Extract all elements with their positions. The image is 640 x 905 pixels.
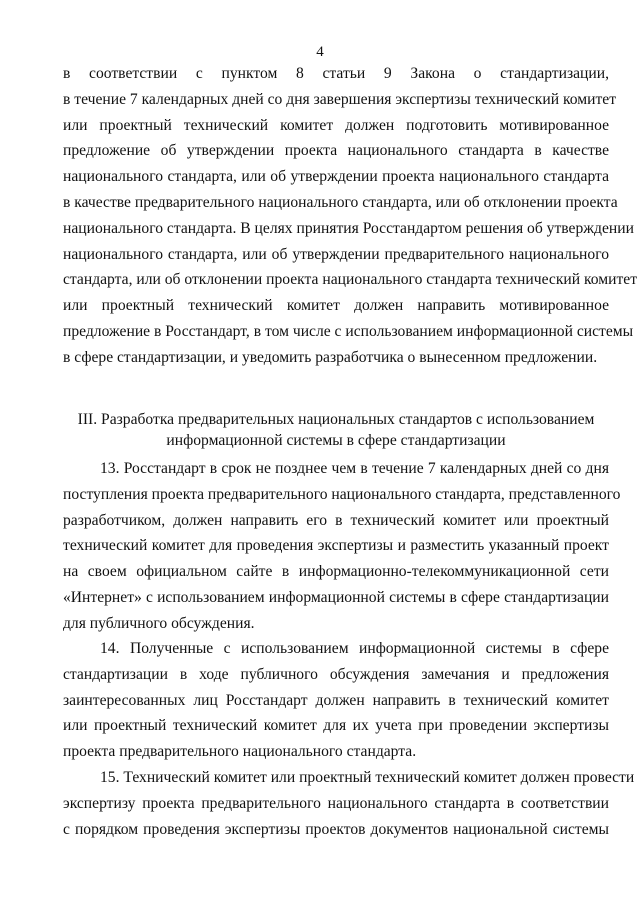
text-line: предложение в Росстандарт, в том числе с использованием информационной системы <box>63 322 634 340</box>
heading-line: информационной системы в сфере стандартизации <box>166 432 506 449</box>
text-line: для публичного обсуждения. <box>63 614 255 632</box>
text-line: экспертизу проекта предварительного национального стандарта в соответствии <box>63 794 609 812</box>
paragraph-14 <box>63 636 609 765</box>
text-line: 14. Полученные с использованием информационной системы в сфере <box>100 640 609 657</box>
section-heading <box>63 409 609 451</box>
text-line: или проектный технический комитет должен направить мотивированное <box>63 297 609 315</box>
paragraph-continuation <box>63 61 638 371</box>
page-number: 4 <box>316 44 324 60</box>
text-line: с порядком проведения экспертизы проектов документов национальной системы <box>63 820 609 838</box>
text-line: проекта предварительного национального стандарта. <box>63 743 417 761</box>
text-line: национального стандарта. В целях принятия Росстандартом решения об утверждении <box>63 219 634 237</box>
text-line: или проектный технический комитет должен подготовить мотивированное <box>63 116 609 134</box>
paragraph-15 <box>63 765 635 842</box>
text-line: или проектный технический комитет для их учета при проведении экспертизы <box>63 717 609 735</box>
text-line: в качестве предварительного национального стандарта, или об отклонении проекта <box>63 193 618 211</box>
text-line: заинтересованных лиц Росстандарт должен направить в технический комитет <box>63 691 609 709</box>
text-line: стандарта, или об отклонении проекта национального стандарта технический комитет <box>63 271 638 289</box>
text-line: в соответствии с пунктом 8 статьи 9 Закона о стандартизации, <box>63 65 609 82</box>
text-line: разработчиком, должен направить его в технический комитет или проектный <box>63 511 609 529</box>
text-line: поступления проекта предварительного национального стандарта, представленного <box>63 485 621 503</box>
text-line: стандартизации в ходе публичного обсуждения замечания и предложения <box>63 665 609 683</box>
paragraph-13 <box>63 456 621 637</box>
text-line: «Интернет» с использованием информационной системы в сфере стандартизации <box>63 588 609 606</box>
text-line: 13. Росстандарт в срок не позднее чем в течение 7 календарных дней со дня <box>100 460 609 477</box>
text-line: в сфере стандартизации, и уведомить разработчика о вынесенном предложении. <box>63 348 598 366</box>
text-line: 15. Технический комитет или проектный технический комитет должен провести <box>100 769 635 786</box>
text-line: предложение об утверждении проекта национального стандарта в качестве <box>63 142 609 160</box>
text-line: в течение 7 календарных дней со дня завершения экспертизы технический комитет <box>63 90 617 108</box>
text-line: национального стандарта, или об утверждении проекта национального стандарта <box>63 168 609 186</box>
text-line: национального стандарта, или об утверждении предварительного национального <box>63 245 609 263</box>
text-line: технический комитет для проведения экспертизы и разместить указанный проект <box>63 537 609 555</box>
text-line: на своем официальном сайте в информационно-телекоммуникационной сети <box>63 563 609 581</box>
heading-line: III. Разработка предварительных национальных стандартов с использованием <box>77 411 595 428</box>
